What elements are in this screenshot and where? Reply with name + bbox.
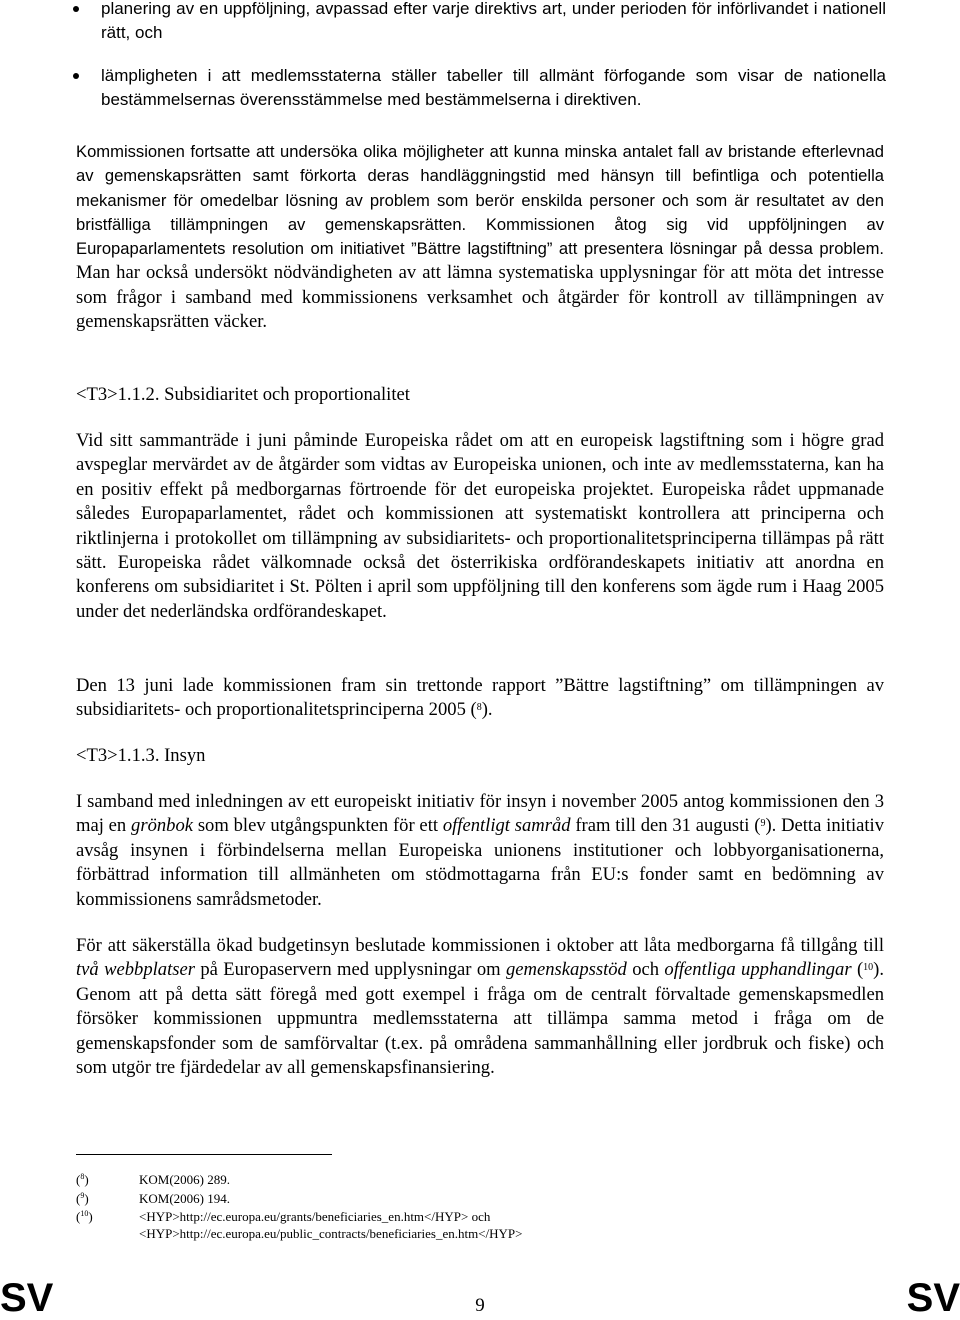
footnote-label: ($^9$): [76, 1191, 89, 1206]
text-run: ). Detta initiativ avsåg insynen i förbindelserna mellan Europeiska unionens institutioner och lobbyorganisationerna, förbättrad information till allmänheten om stödmottagarna från EU:s fonder samt en bedömning av kommissionens samrådsmetoder.: [76, 815, 884, 910]
footnote-label: ($^{10}$): [76, 1209, 93, 1224]
paragraph-report: [76, 674, 884, 723]
emphasis-text: två webbplatser: [76, 959, 195, 981]
footnote-label: ($^8$): [76, 1172, 89, 1187]
language-code-right: SV: [906, 1276, 960, 1320]
bullet-icon: [73, 6, 79, 12]
section-heading-subsidiarity: <T3>1.1.2. Subsidiaritet och proportionalitet: [76, 384, 410, 405]
bullet-text: planering av en uppföljning, avpassad efter varje direktivs art, under perioden för införlivandet i nationell rätt, och: [101, 0, 886, 42]
language-code-left: SV: [0, 1276, 54, 1320]
footnote-link[interactable]: <HYP>http://ec.europa.eu/grants/beneficiaries_en.htm</HYP> och: [139, 1209, 491, 1224]
text-run: på Europaservern med upplysningar om: [194, 959, 506, 981]
paragraph-report-end: ).: [481, 699, 493, 721]
paragraph-report-text: Den 13 juni lade kommissionen fram sin trettonde rapport ”Bättre lagstiftning” om tillämpningen av subsidiaritets- och proportionalitetsprinciperna 2005 (: [76, 675, 884, 721]
section-heading-insyn: <T3>1.1.3. Insyn: [76, 745, 206, 766]
footnote-ref[interactable]: 8: [476, 702, 482, 714]
text-run: fram till den 31 augusti (: [570, 815, 761, 837]
text-run: I samband med inledningen av ett europeiskt initiativ för insyn i november 2005 antog kommissionen den 3 maj en: [76, 791, 884, 837]
footnote-divider: [76, 1154, 332, 1155]
text-run: ). Genom att på detta sätt föregå med gott exempel i fråga om de centralt förvaltade gemenskapsmedlen försöker kommissionen uppmuntra medlemsstaterna att tillämpa samma metod i fråga om de gemenskapsfonder som de samförvaltar (t.ex. på områdena sammanhållning eller jordbruk och fiske) och som utgör tre fjärdedelar av all gemenskapsfinansiering.: [76, 959, 884, 1079]
footnote-ref[interactable]: 10: [863, 962, 874, 974]
bullet-icon: [73, 73, 79, 79]
footnote-text: KOM(2006) 194.: [139, 1191, 230, 1206]
emphasis-text: offentliga upphandlingar: [664, 959, 852, 981]
emphasis-text: offentligt samråd: [442, 815, 571, 837]
text-run: (: [851, 959, 864, 981]
footnote-link[interactable]: <HYP>http://ec.europa.eu/public_contracts/beneficiaries_en.htm</HYP>: [139, 1226, 523, 1241]
bullet-item: [0, 0, 960, 45]
page-number: 9: [475, 1295, 485, 1316]
paragraph-budget: [76, 934, 884, 1080]
footnote-text: KOM(2006) 289.: [139, 1172, 230, 1187]
paragraph-insyn: [76, 790, 884, 912]
text-run: För att säkerställa ökad budgetinsyn beslutade kommissionen i oktober att låta medborgarna få tillgång till: [76, 935, 884, 956]
footnote-ref[interactable]: 9: [760, 818, 766, 830]
paragraph-commission-tail: Man har också undersökt nödvändigheten av att lämna systematiska upplysningar för att möta det intresse som frågor i samband med kommissionens verksamhet och åtgärder för kontroll av tillämpningen av gemenskapsrätten väcker.: [76, 262, 884, 333]
text-run: som blev utgångspunkten för ett: [193, 815, 443, 837]
bullet-list: [0, 0, 960, 131]
text-run: och: [626, 959, 665, 981]
emphasis-text: grönbok: [131, 815, 194, 837]
paragraph-commission-sans: Kommissionen fortsatte att undersöka olika möjligheter att kunna minska antalet fall av bristande efterlevnad av gemenskapsrätten samt förkorta deras handläggningstid med hänsyn till befintliga och potentiella mekanismer för omedelbar lösning av problem som berör enskilda personer och som är resultatet av den bristfälliga tillämpningen av gemenskapsrätten. Kommissionen åtog sig vid uppföljningen av Europaparlamentets resolution om initiativet ”Bättre lagstiftning” att presentera lösningar på dessa problem.: [76, 142, 884, 259]
bullet-text: lämpligheten i att medlemsstaterna ställer tabeller till allmänt förfogande som visar de nationella bestämmelsernas överensstämmelse med bestämmelserna i direktiven.: [101, 66, 886, 109]
bullet-item: [0, 64, 960, 112]
paragraph-commission: [76, 140, 884, 335]
emphasis-text: gemenskapsstöd: [506, 959, 627, 981]
paragraph-council: Vid sitt sammanträde i juni påminde Europeiska rådet om att en europeisk lagstiftning som i högre grad avspeglar mervärdet av de åtgärder som vidtas av Europeiska unionen, och inte av medlemsstaterna, kan ha en positiv effekt på medborgarnas förtroende för det europeiska projektet. Europeiska rådet uppmanade således Europaparlamentet, rådet och kommissionen att systematiskt kontrollera att principerna och riktlinjerna i protokollet om tillämpning av subsidiaritets- och proportionalitetsprinciperna tillämpas på rätt sätt. Europeiska rådet välkomnade också det österrikiska ordförandeskapets initiativ att anordna en konferens om subsidiaritet i St. Pölten i april som uppföljning till den konferens som ägde rum i Haag 2005 under det nederländska ordförandeskapet.: [76, 430, 884, 622]
